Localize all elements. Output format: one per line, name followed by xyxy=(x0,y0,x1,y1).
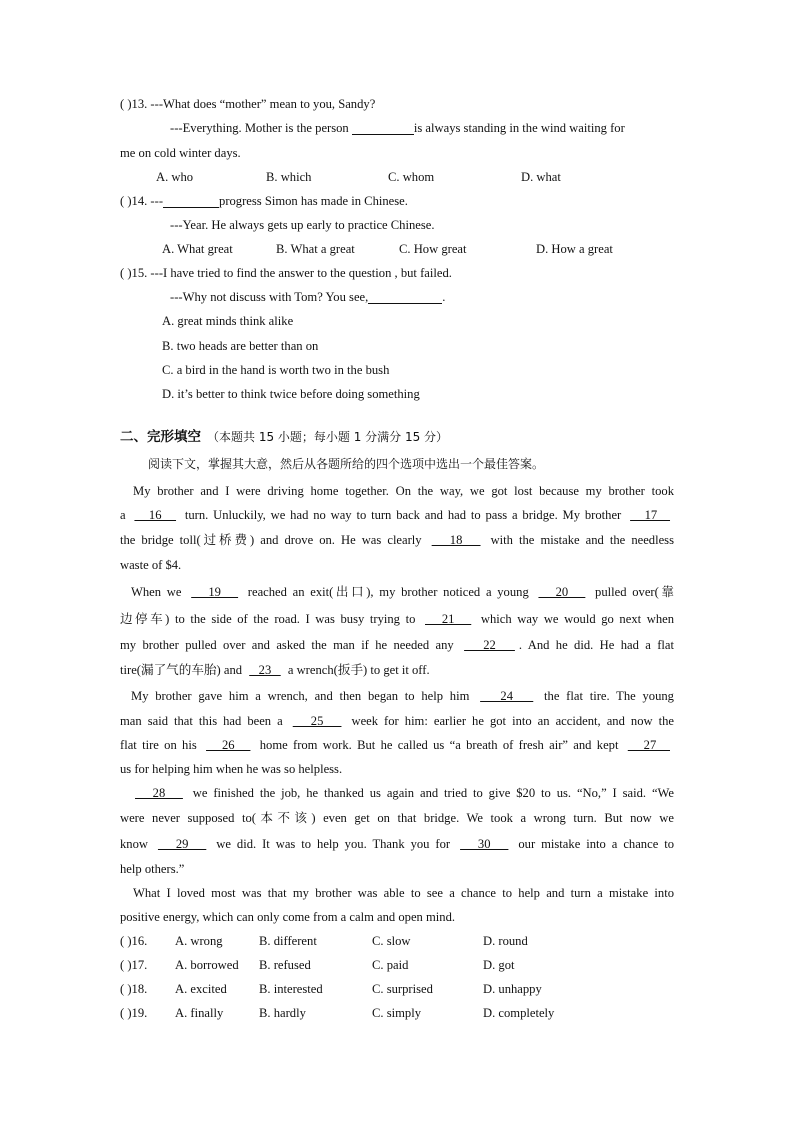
answer-option: C. slow xyxy=(372,934,411,948)
passage-line: tire(漏了气的车胎) and 23 a wrench(扳手) to get it off. xyxy=(120,663,430,677)
passage-line: a 16 turn. Unluckily, we had no way to turn back and had to pass a bridge. My brother 17 xyxy=(120,508,671,522)
cloze-blank: 25 xyxy=(292,714,342,728)
q14-stem-end: progress Simon has made in Chinese. xyxy=(219,194,408,208)
q13-line2 xyxy=(170,116,625,140)
passage-line: 边停车) to the side of the road. I was busy trying to 21 which way we would go next when xyxy=(120,612,674,626)
q15-option-d: D. it’s better to think twice before doing something xyxy=(162,387,420,401)
q14-option-a: A. What great xyxy=(162,242,233,256)
answer-option: D. got xyxy=(483,958,515,972)
cloze-blank: 24 xyxy=(480,689,534,703)
passage-line: the bridge toll(过桥费) and drove on. He was clearly 18 with the mistake and the needless xyxy=(120,533,674,547)
section-heading xyxy=(120,425,448,449)
passage-line: help others.” xyxy=(120,862,185,876)
answer-option: D. round xyxy=(483,934,528,948)
passage-line: know 29 we did. It was to help you. Thank you for 30 our mistake into a chance to xyxy=(120,837,674,851)
passage-line: positive energy, which can only come from a calm and open mind. xyxy=(120,910,456,924)
q15-option-c: C. a bird in the hand is worth two in the bush xyxy=(162,363,390,377)
q14-option-d: D. How a great xyxy=(536,242,613,256)
passage-line: were never supposed to(本不该) even get on that bridge. We took a wrong turn. But now we xyxy=(120,811,674,825)
q13-option-d: D. what xyxy=(521,170,561,184)
answer-option: C. surprised xyxy=(372,982,433,996)
q13-stem: ( )13. ---What does “mother” mean to you, Sandy? xyxy=(120,97,376,111)
cloze-blank: 29 xyxy=(157,837,207,851)
answer-option: A. borrowed xyxy=(175,958,239,972)
q14-option-b: B. What a great xyxy=(276,242,355,256)
passage-line: What I loved most was that my brother was able to see a chance to help and turn a mistake into xyxy=(133,886,674,900)
answer-option: D. unhappy xyxy=(483,982,542,996)
q15-line2 xyxy=(170,285,445,309)
section-info: （本题共 15 小题；每小题 1 分满分 15 分） xyxy=(207,430,449,444)
answer-option: B. refused xyxy=(259,958,311,972)
q14-stem xyxy=(120,189,408,213)
q13-line3: me on cold winter days. xyxy=(120,146,241,160)
cloze-blank: 22 xyxy=(464,638,515,652)
answer-number: ( )17. xyxy=(120,958,148,972)
q14-line2: ---Year. He always gets up early to practice Chinese. xyxy=(170,218,435,232)
cloze-blank: 23 xyxy=(249,663,281,677)
q15-line2-start: ---Why not discuss with Tom? You see, xyxy=(170,290,369,304)
q13-option-a: A. who xyxy=(156,170,194,184)
section-title: 二、完形填空 xyxy=(120,429,201,445)
q13-blank xyxy=(352,120,414,135)
answer-option: C. paid xyxy=(372,958,409,972)
answer-option: C. simply xyxy=(372,1006,421,1020)
answer-number: ( )16. xyxy=(120,934,148,948)
passage-line: 28 we finished the job, he thanked us again and tried to give $20 to us. “No,” I said. “We xyxy=(135,786,674,800)
answer-option: A. finally xyxy=(175,1006,224,1020)
q13-line2-start: ---Everything. Mother is the person xyxy=(170,121,352,135)
cloze-blank: 16 xyxy=(134,508,177,522)
answer-option: A. excited xyxy=(175,982,227,996)
answer-option: A. wrong xyxy=(175,934,223,948)
cloze-blank: 26 xyxy=(206,738,251,752)
section-instruction: 阅读下文，掌握其大意，然后从各题所给的四个选项中选出一个最佳答案。 xyxy=(148,457,545,471)
q14-blank xyxy=(163,193,219,208)
answer-option: B. different xyxy=(259,934,317,948)
q15-option-b: B. two heads are better than on xyxy=(162,339,319,353)
cloze-blank: 30 xyxy=(460,837,509,851)
cloze-blank: 27 xyxy=(627,738,670,752)
passage-line: My brother and I were driving home together. On the way, we got lost because my brother took xyxy=(133,484,674,498)
cloze-blank: 28 xyxy=(135,786,183,800)
cloze-blank: 19 xyxy=(191,585,239,599)
cloze-blank: 21 xyxy=(425,612,472,626)
answer-option: B. interested xyxy=(259,982,323,996)
passage-line: My brother gave him a wrench, and then began to help him 24 the flat tire. The young xyxy=(131,689,674,703)
cloze-blank: 18 xyxy=(431,533,481,547)
cloze-blank: 20 xyxy=(538,585,586,599)
q14-stem-start: ( )14. --- xyxy=(120,194,164,208)
q13-option-b: B. which xyxy=(266,170,312,184)
passage-line: When we 19 reached an exit(出口), my brother noticed a young 20 pulled over(靠 xyxy=(131,585,674,599)
passage-line: my brother pulled over and asked the man if he needed any 22 . And he did. He had a flat xyxy=(120,638,674,652)
passage-line: us for helping him when he was so helpless. xyxy=(120,762,343,776)
passage-line: man said that this had been a 25 week for him: earlier he got into an accident, and now the xyxy=(120,714,674,728)
answer-number: ( )19. xyxy=(120,1006,148,1020)
cloze-blank: 17 xyxy=(630,508,671,522)
q15-option-a: A. great minds think alike xyxy=(162,314,294,328)
answer-number: ( )18. xyxy=(120,982,148,996)
passage-line: flat tire on his 26 home from work. But he called us “a breath of fresh air” and kept 27 xyxy=(120,738,670,752)
passage-line: waste of $4. xyxy=(120,558,182,572)
q15-stem: ( )15. ---I have tried to find the answer to the question , but failed. xyxy=(120,266,452,280)
q13-line2-end: is always standing in the wind waiting for xyxy=(413,121,625,135)
q15-blank xyxy=(368,289,442,304)
q15-line2-end: . xyxy=(442,290,446,304)
q13-option-c: C. whom xyxy=(388,170,435,184)
q14-option-c: C. How great xyxy=(399,242,467,256)
answer-option: B. hardly xyxy=(259,1006,306,1020)
answer-option: D. completely xyxy=(483,1006,555,1020)
